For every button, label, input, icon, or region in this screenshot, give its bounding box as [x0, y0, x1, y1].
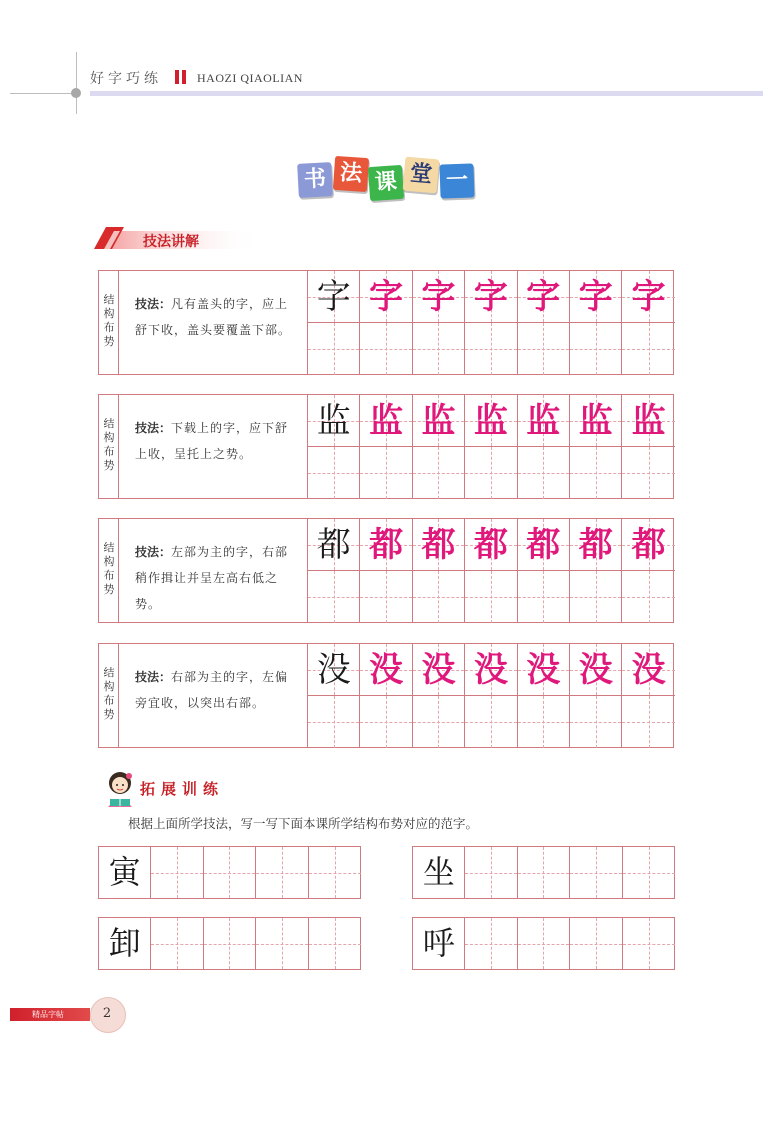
tip-label: 技法： — [135, 670, 172, 684]
practice-cell — [308, 644, 360, 696]
practice-cell — [413, 519, 465, 571]
writing-cell[interactable] — [204, 847, 256, 898]
lesson-side-label — [99, 644, 119, 747]
guide-line-horizontal — [622, 349, 674, 350]
lesson-box — [98, 394, 674, 499]
guide-line-horizontal — [360, 473, 411, 474]
guide-line-horizontal — [518, 349, 569, 350]
guide-line-horizontal — [465, 473, 516, 474]
title-tile-5: 一 — [439, 163, 474, 198]
blank-practice-cell — [308, 447, 360, 499]
example-character: 呼 — [422, 924, 455, 962]
writing-cell[interactable] — [309, 847, 361, 898]
example-character: 寅 — [108, 853, 141, 891]
guide-line-horizontal — [465, 944, 516, 945]
practice-instruction: 根据上面所学技法，写一写下面本课所学结构布势对应的范字。 — [128, 816, 479, 831]
practice-row — [98, 846, 361, 899]
lesson-tip — [119, 644, 308, 747]
blank-practice-cell — [570, 323, 622, 375]
guide-line-horizontal — [151, 944, 202, 945]
trace-character: 监 — [578, 401, 613, 441]
practice-cell — [360, 519, 412, 571]
trace-character: 没 — [578, 650, 613, 690]
practice-cell — [622, 644, 674, 696]
blank-practice-cell — [360, 323, 412, 375]
guide-line-horizontal — [309, 944, 361, 945]
blank-practice-cell — [622, 447, 674, 499]
example-cell — [99, 918, 151, 969]
guide-line-horizontal — [465, 597, 516, 598]
blank-practice-cell — [518, 571, 570, 623]
example-cell — [413, 847, 465, 898]
tip-text: 右部为主的字，左偏旁宜收，以突出右部。 — [135, 670, 289, 710]
header-band — [90, 91, 763, 96]
practice-cell — [570, 519, 622, 571]
practice-cell — [570, 644, 622, 696]
blank-practice-cell — [465, 447, 517, 499]
practice-cell — [360, 271, 412, 323]
blank-practice-cell — [413, 696, 465, 748]
blank-practice-cell — [413, 447, 465, 499]
title-tile-4: 堂 — [403, 157, 440, 194]
blank-practice-cell — [518, 696, 570, 748]
writing-cell[interactable] — [465, 847, 517, 898]
trace-character: 都 — [526, 525, 561, 565]
guide-line-horizontal — [204, 873, 255, 874]
guide-line-horizontal — [518, 944, 569, 945]
guide-line-horizontal — [413, 473, 464, 474]
writing-cell[interactable] — [256, 918, 308, 969]
blank-practice-cell — [308, 571, 360, 623]
tip-text-block — [135, 291, 301, 343]
lesson-tip — [119, 519, 308, 622]
blank-practice-cell — [465, 323, 517, 375]
title-tile-1: 书 — [297, 162, 333, 198]
blank-practice-cell — [360, 571, 412, 623]
practice-cell — [308, 519, 360, 571]
footer-label: 精品字帖 — [32, 1010, 64, 1019]
lesson-tip — [119, 395, 308, 498]
trace-character: 监 — [369, 401, 404, 441]
tip-label: 技法： — [135, 421, 172, 435]
guide-line-horizontal — [465, 873, 516, 874]
blank-practice-cell — [622, 571, 674, 623]
lesson-box — [98, 518, 674, 623]
guide-line-horizontal — [413, 722, 464, 723]
guide-line-horizontal — [518, 873, 569, 874]
guide-line-horizontal — [622, 597, 674, 598]
lesson-box — [98, 270, 674, 375]
blank-practice-cell — [308, 323, 360, 375]
example-character: 卸 — [108, 924, 141, 962]
trace-character: 监 — [631, 401, 666, 441]
trace-character: 没 — [631, 650, 666, 690]
trace-character: 没 — [473, 650, 508, 690]
practice-row — [412, 917, 675, 970]
lesson-box — [98, 643, 674, 748]
guide-line-horizontal — [204, 944, 255, 945]
practice-cell — [465, 519, 517, 571]
practice-cell — [308, 271, 360, 323]
tip-label: 技法： — [135, 545, 172, 559]
guide-line-horizontal — [465, 349, 516, 350]
tip-text-block — [135, 415, 301, 467]
example-cell — [99, 847, 151, 898]
blank-practice-cell — [360, 447, 412, 499]
tip-text: 左部为主的字，右部稍作揖让并呈左高右低之势。 — [135, 545, 289, 611]
example-cell — [413, 918, 465, 969]
lesson-tip — [119, 271, 308, 374]
lesson-side-label — [99, 395, 119, 498]
trace-character: 都 — [631, 525, 666, 565]
header-mark-icon — [175, 70, 188, 84]
practice-cell — [518, 395, 570, 447]
writing-cell[interactable] — [256, 847, 308, 898]
tip-text-block — [135, 664, 301, 716]
trace-character: 监 — [473, 401, 508, 441]
guide-line-horizontal — [570, 597, 621, 598]
guide-line-horizontal — [623, 944, 675, 945]
practice-cell — [570, 395, 622, 447]
trace-character: 都 — [473, 525, 508, 565]
guide-line-horizontal — [360, 722, 411, 723]
guide-line-horizontal — [256, 944, 307, 945]
trace-character: 没 — [526, 650, 561, 690]
blank-practice-cell — [413, 571, 465, 623]
guide-line-horizontal — [413, 597, 464, 598]
writing-cell[interactable] — [204, 918, 256, 969]
writing-cell[interactable] — [570, 847, 622, 898]
blank-practice-cell — [622, 696, 674, 748]
practice-cell — [570, 271, 622, 323]
tip-label: 技法： — [135, 297, 172, 311]
example-character: 坐 — [422, 853, 455, 891]
writing-cell[interactable] — [570, 918, 622, 969]
model-character: 监 — [316, 401, 351, 441]
guide-line-horizontal — [256, 873, 307, 874]
lesson-side-label — [99, 519, 119, 622]
tip-text: 下载上的字，应下舒上收，呈托上之势。 — [135, 421, 289, 461]
title-tile-2: 法 — [333, 156, 369, 192]
guide-line-horizontal — [308, 473, 359, 474]
practice-row — [412, 846, 675, 899]
trace-character: 都 — [578, 525, 613, 565]
guide-line-horizontal — [570, 873, 621, 874]
guide-line-horizontal — [570, 944, 621, 945]
blank-practice-cell — [360, 696, 412, 748]
writing-cell[interactable] — [623, 847, 675, 898]
writing-cell[interactable] — [309, 918, 361, 969]
blank-practice-cell — [518, 323, 570, 375]
practice-cell — [518, 271, 570, 323]
practice-cell — [413, 644, 465, 696]
model-character: 字 — [316, 277, 351, 317]
header-dot — [71, 88, 81, 98]
blank-practice-cell — [413, 323, 465, 375]
guide-line-horizontal — [360, 597, 411, 598]
header-title-en: HAOZI QIAOLIAN — [197, 71, 303, 85]
practice-cell — [413, 395, 465, 447]
header-title-cn: 好字巧练 — [90, 71, 162, 87]
trace-character: 都 — [421, 525, 456, 565]
blank-practice-cell — [570, 696, 622, 748]
guide-line-horizontal — [360, 349, 411, 350]
title-tile-3: 课 — [368, 165, 404, 201]
practice-cell — [360, 395, 412, 447]
writing-cell[interactable] — [518, 918, 570, 969]
guide-line-horizontal — [465, 722, 516, 723]
header-vertical-rule — [76, 52, 77, 114]
guide-line-horizontal — [308, 349, 359, 350]
blank-practice-cell — [465, 696, 517, 748]
guide-line-horizontal — [308, 597, 359, 598]
practice-cell — [413, 271, 465, 323]
practice-title: 拓展训练 — [140, 780, 225, 798]
writing-cell[interactable] — [465, 918, 517, 969]
tip-text: 凡有盖头的字，应上舒下收，盖头要覆盖下部。 — [135, 297, 292, 337]
side-label-text: 结构布势 — [103, 417, 115, 472]
practice-cell — [465, 271, 517, 323]
guide-line-horizontal — [308, 722, 359, 723]
guide-line-horizontal — [570, 473, 621, 474]
trace-character: 字 — [631, 277, 666, 317]
header-horizontal-rule — [10, 93, 80, 94]
writing-cell[interactable] — [518, 847, 570, 898]
guide-line-horizontal — [151, 873, 202, 874]
practice-cell — [465, 395, 517, 447]
guide-line-horizontal — [570, 349, 621, 350]
guide-line-horizontal — [570, 722, 621, 723]
trace-character: 字 — [526, 277, 561, 317]
writing-cell[interactable] — [151, 918, 203, 969]
trace-character: 字 — [473, 277, 508, 317]
practice-cell — [308, 395, 360, 447]
model-character: 没 — [316, 650, 351, 690]
trace-character: 都 — [369, 525, 404, 565]
guide-line-horizontal — [622, 473, 674, 474]
writing-cell[interactable] — [623, 918, 675, 969]
side-label-text: 结构布势 — [103, 541, 115, 596]
page-number: 2 — [102, 1006, 112, 1021]
practice-cell — [622, 519, 674, 571]
side-label-text: 结构布势 — [103, 666, 115, 721]
blank-practice-cell — [622, 323, 674, 375]
girl-reading-icon — [100, 769, 140, 809]
blank-practice-cell — [308, 696, 360, 748]
trace-character: 监 — [526, 401, 561, 441]
practice-cell — [465, 644, 517, 696]
blank-practice-cell — [570, 447, 622, 499]
section-label: 技法讲解 — [143, 234, 199, 250]
guide-line-horizontal — [518, 722, 569, 723]
blank-practice-cell — [570, 571, 622, 623]
practice-row — [98, 917, 361, 970]
practice-cell — [518, 644, 570, 696]
practice-cell — [622, 271, 674, 323]
trace-character: 字 — [369, 277, 404, 317]
trace-character: 没 — [369, 650, 404, 690]
trace-character: 监 — [421, 401, 456, 441]
guide-line-horizontal — [413, 349, 464, 350]
guide-line-horizontal — [622, 722, 674, 723]
practice-cell — [518, 519, 570, 571]
trace-character: 没 — [421, 650, 456, 690]
guide-line-horizontal — [518, 473, 569, 474]
practice-cell — [622, 395, 674, 447]
guide-line-horizontal — [309, 873, 361, 874]
model-character: 都 — [316, 525, 351, 565]
guide-line-horizontal — [518, 597, 569, 598]
tip-text-block — [135, 539, 301, 617]
writing-cell[interactable] — [151, 847, 203, 898]
trace-character: 字 — [421, 277, 456, 317]
blank-practice-cell — [465, 571, 517, 623]
guide-line-horizontal — [623, 873, 675, 874]
blank-practice-cell — [518, 447, 570, 499]
practice-cell — [360, 644, 412, 696]
trace-character: 字 — [578, 277, 613, 317]
lesson-side-label — [99, 271, 119, 374]
side-label-text: 结构布势 — [103, 293, 115, 348]
